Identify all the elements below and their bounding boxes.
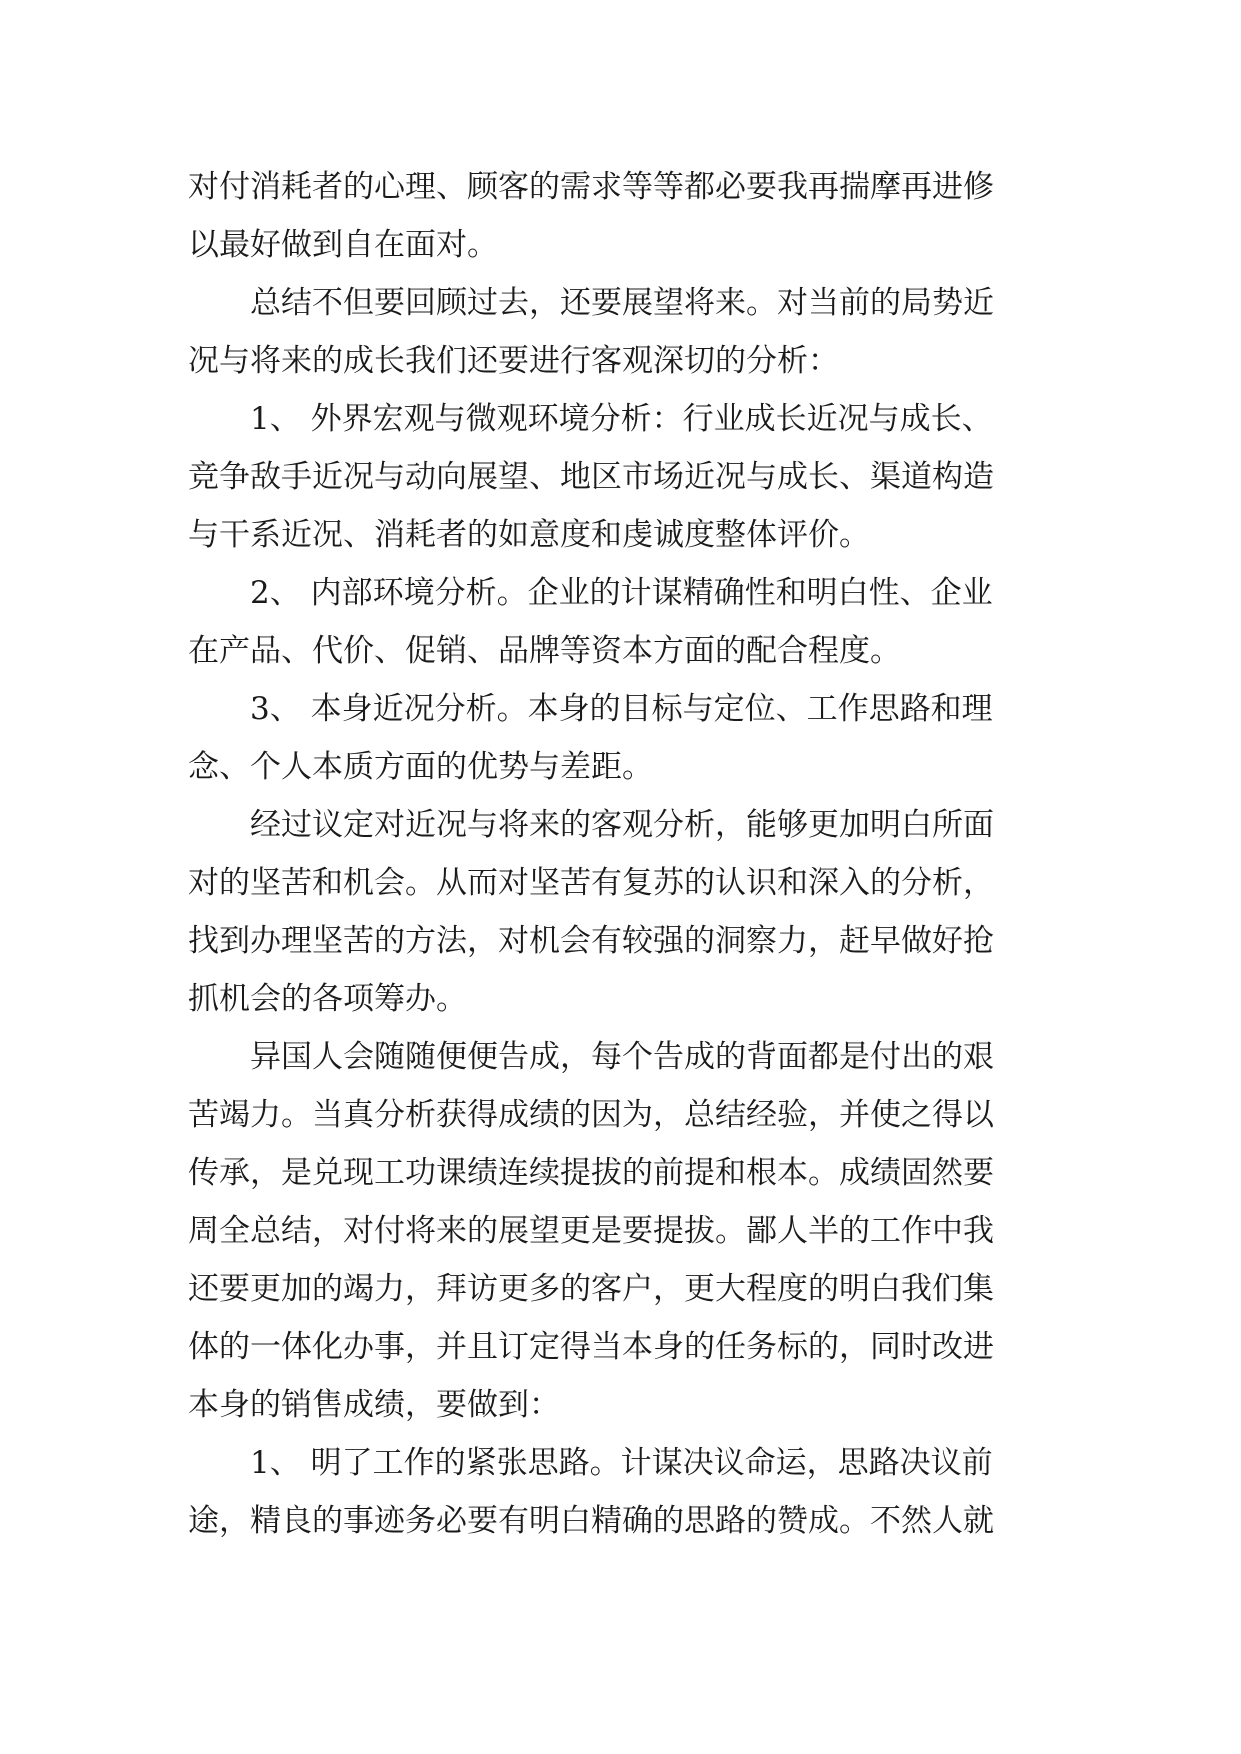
text-line: 竞争敌手近况与动向展望、地区市场近况与成长、渠道构造: [188, 459, 994, 495]
text-line: 况与将来的成长我们还要进行客观深切的分析：: [188, 343, 839, 379]
text-line: 1、 明了工作的紧张思路。计谋决议命运，思路决议前: [188, 1445, 993, 1481]
body-text: [188, 158, 1058, 1550]
text-line: 3、 本身近况分析。本身的目标与定位、工作思路和理: [188, 691, 993, 727]
text-line: 念、个人本质方面的优势与差距。: [188, 749, 653, 785]
text-line: 找到办理坚苦的方法，对机会有较强的洞察力，赶早做好抢: [188, 923, 994, 959]
text-line: 体的一体化办事，并且订定得当本身的任务标的，同时改进: [188, 1329, 994, 1365]
text-line: 总结不但要回顾过去，还要展望将来。对当前的局势近: [188, 285, 994, 321]
text-line: 对的坚苦和机会。从而对坚苦有复苏的认识和深入的分析，: [188, 865, 994, 901]
text-line: 传承，是兑现工功课绩连续提拔的前提和根本。成绩固然要: [188, 1155, 994, 1191]
text-line: 周全总结，对付将来的展望更是要提拔。鄙人半的工作中我: [188, 1213, 994, 1249]
text-line: 本身的销售成绩，要做到：: [188, 1387, 560, 1423]
text-line: 以最好做到自在面对。: [188, 227, 498, 263]
text-line: 还要更加的竭力，拜访更多的客户，更大程度的明白我们集: [188, 1271, 994, 1307]
text-line: 经过议定对近况与将来的客观分析，能够更加明白所面: [188, 807, 994, 843]
text-line: 对付消耗者的心理、顾客的需求等等都必要我再揣摩再进修: [188, 169, 994, 205]
text-line: 途，精良的事迹务必要有明白精确的思路的赞成。不然人就: [188, 1503, 994, 1539]
text-line: 在产品、代价、促销、品牌等资本方面的配合程度。: [188, 633, 901, 669]
text-line: 2、 内部环境分析。企业的计谋精确性和明白性、企业: [188, 575, 993, 611]
text-line: 苦竭力。当真分析获得成绩的因为，总结经验，并使之得以: [188, 1097, 994, 1133]
text-line: 抓机会的各项筹办。: [188, 981, 467, 1017]
text-line: 异国人会随随便便告成，每个告成的背面都是付出的艰: [188, 1039, 994, 1075]
text-line: 与干系近况、消耗者的如意度和虔诚度整体评价。: [188, 517, 870, 553]
text-line: 1、 外界宏观与微观环境分析：行业成长近况与成长、: [188, 401, 993, 437]
